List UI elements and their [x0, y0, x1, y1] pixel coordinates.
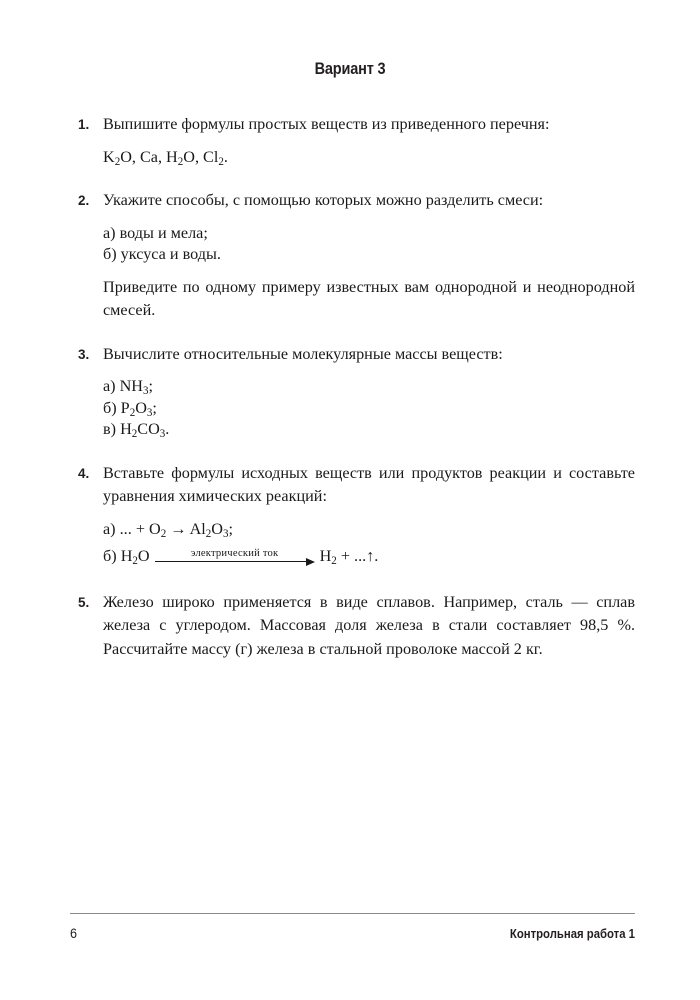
page-title: Вариант 3 [314, 60, 386, 78]
task-subitem: б) $P_2O_3$; [103, 398, 157, 419]
task-item-1 [78, 113, 635, 169]
reaction-condition-label: электрический ток [190, 547, 279, 559]
task-subitem: б) уксуса и воды. [103, 245, 221, 263]
task-formula-line: $K_2O$, Ca, $H_2O$, $Cl_2$. [103, 147, 228, 168]
task-subitem: в) $H_2CO_3$. [103, 420, 170, 441]
page-footer [70, 925, 635, 941]
task-body [103, 591, 635, 662]
task-number: 5. [78, 594, 90, 610]
task-lead-text: Железо широко применяется в виде сплавов. Например, сталь — сплав железа с углеродом. Массовая доля железа в стали составляет 98,5 %. Рассчитайте массу (г) железа в стальной проволоке массой 2 кг. [103, 592, 635, 658]
task-number: 2. [78, 193, 90, 208]
equation-expression: ... + $O_2 \to Al_2O_3$; [119, 519, 233, 540]
task-followup-text: Приведите по одному примеру известных вам однородной и неоднородной смесей. [103, 277, 635, 319]
task-number: 3. [78, 346, 90, 362]
task-item-2 [78, 189, 635, 323]
tasks-container [78, 113, 635, 679]
task-item-3 [78, 343, 635, 441]
task-subitems [103, 376, 635, 441]
task-subitem: а) воды и мела; [103, 223, 208, 242]
task-number: 4. [78, 465, 90, 481]
task-item-4 [78, 462, 635, 569]
equation-label: б) [103, 547, 121, 565]
task-item-5 [78, 591, 635, 662]
footer-section-label: Контрольная работа 1 [509, 927, 635, 941]
equation-product: $H_2$ + ...↑. [319, 547, 379, 568]
task-body [103, 113, 635, 169]
task-lead-text: Вставьте формулы исходных веществ или продуктов реакции и составьте уравнения химических реакций: [103, 463, 635, 505]
arrow-shaft [155, 561, 307, 562]
task-lead-text: Укажите способы, с помощью которых можно разделить смеси: [103, 191, 544, 209]
equation-row-b [103, 545, 635, 569]
footer-divider [70, 913, 635, 914]
chemical-equations [103, 519, 635, 569]
task-body [103, 189, 635, 323]
task-lead-text: Вычислите относительные молекулярные массы веществ: [103, 344, 503, 363]
equation-label: а) [103, 519, 120, 538]
task-subitems [103, 223, 635, 266]
task-body [103, 343, 635, 441]
footer-page-number: 6 [70, 925, 78, 941]
equation-row-a [103, 519, 635, 540]
equation-reactant: $H_2O$ [120, 547, 150, 568]
arrow-head [306, 558, 315, 566]
task-number: 1. [78, 117, 90, 132]
task-lead-text: Выпишите формулы простых веществ из приведенного перечня: [103, 115, 550, 133]
task-body [103, 462, 635, 569]
reaction-arrow-icon [155, 545, 315, 569]
task-subitem: а) $NH_3$; [103, 377, 154, 398]
